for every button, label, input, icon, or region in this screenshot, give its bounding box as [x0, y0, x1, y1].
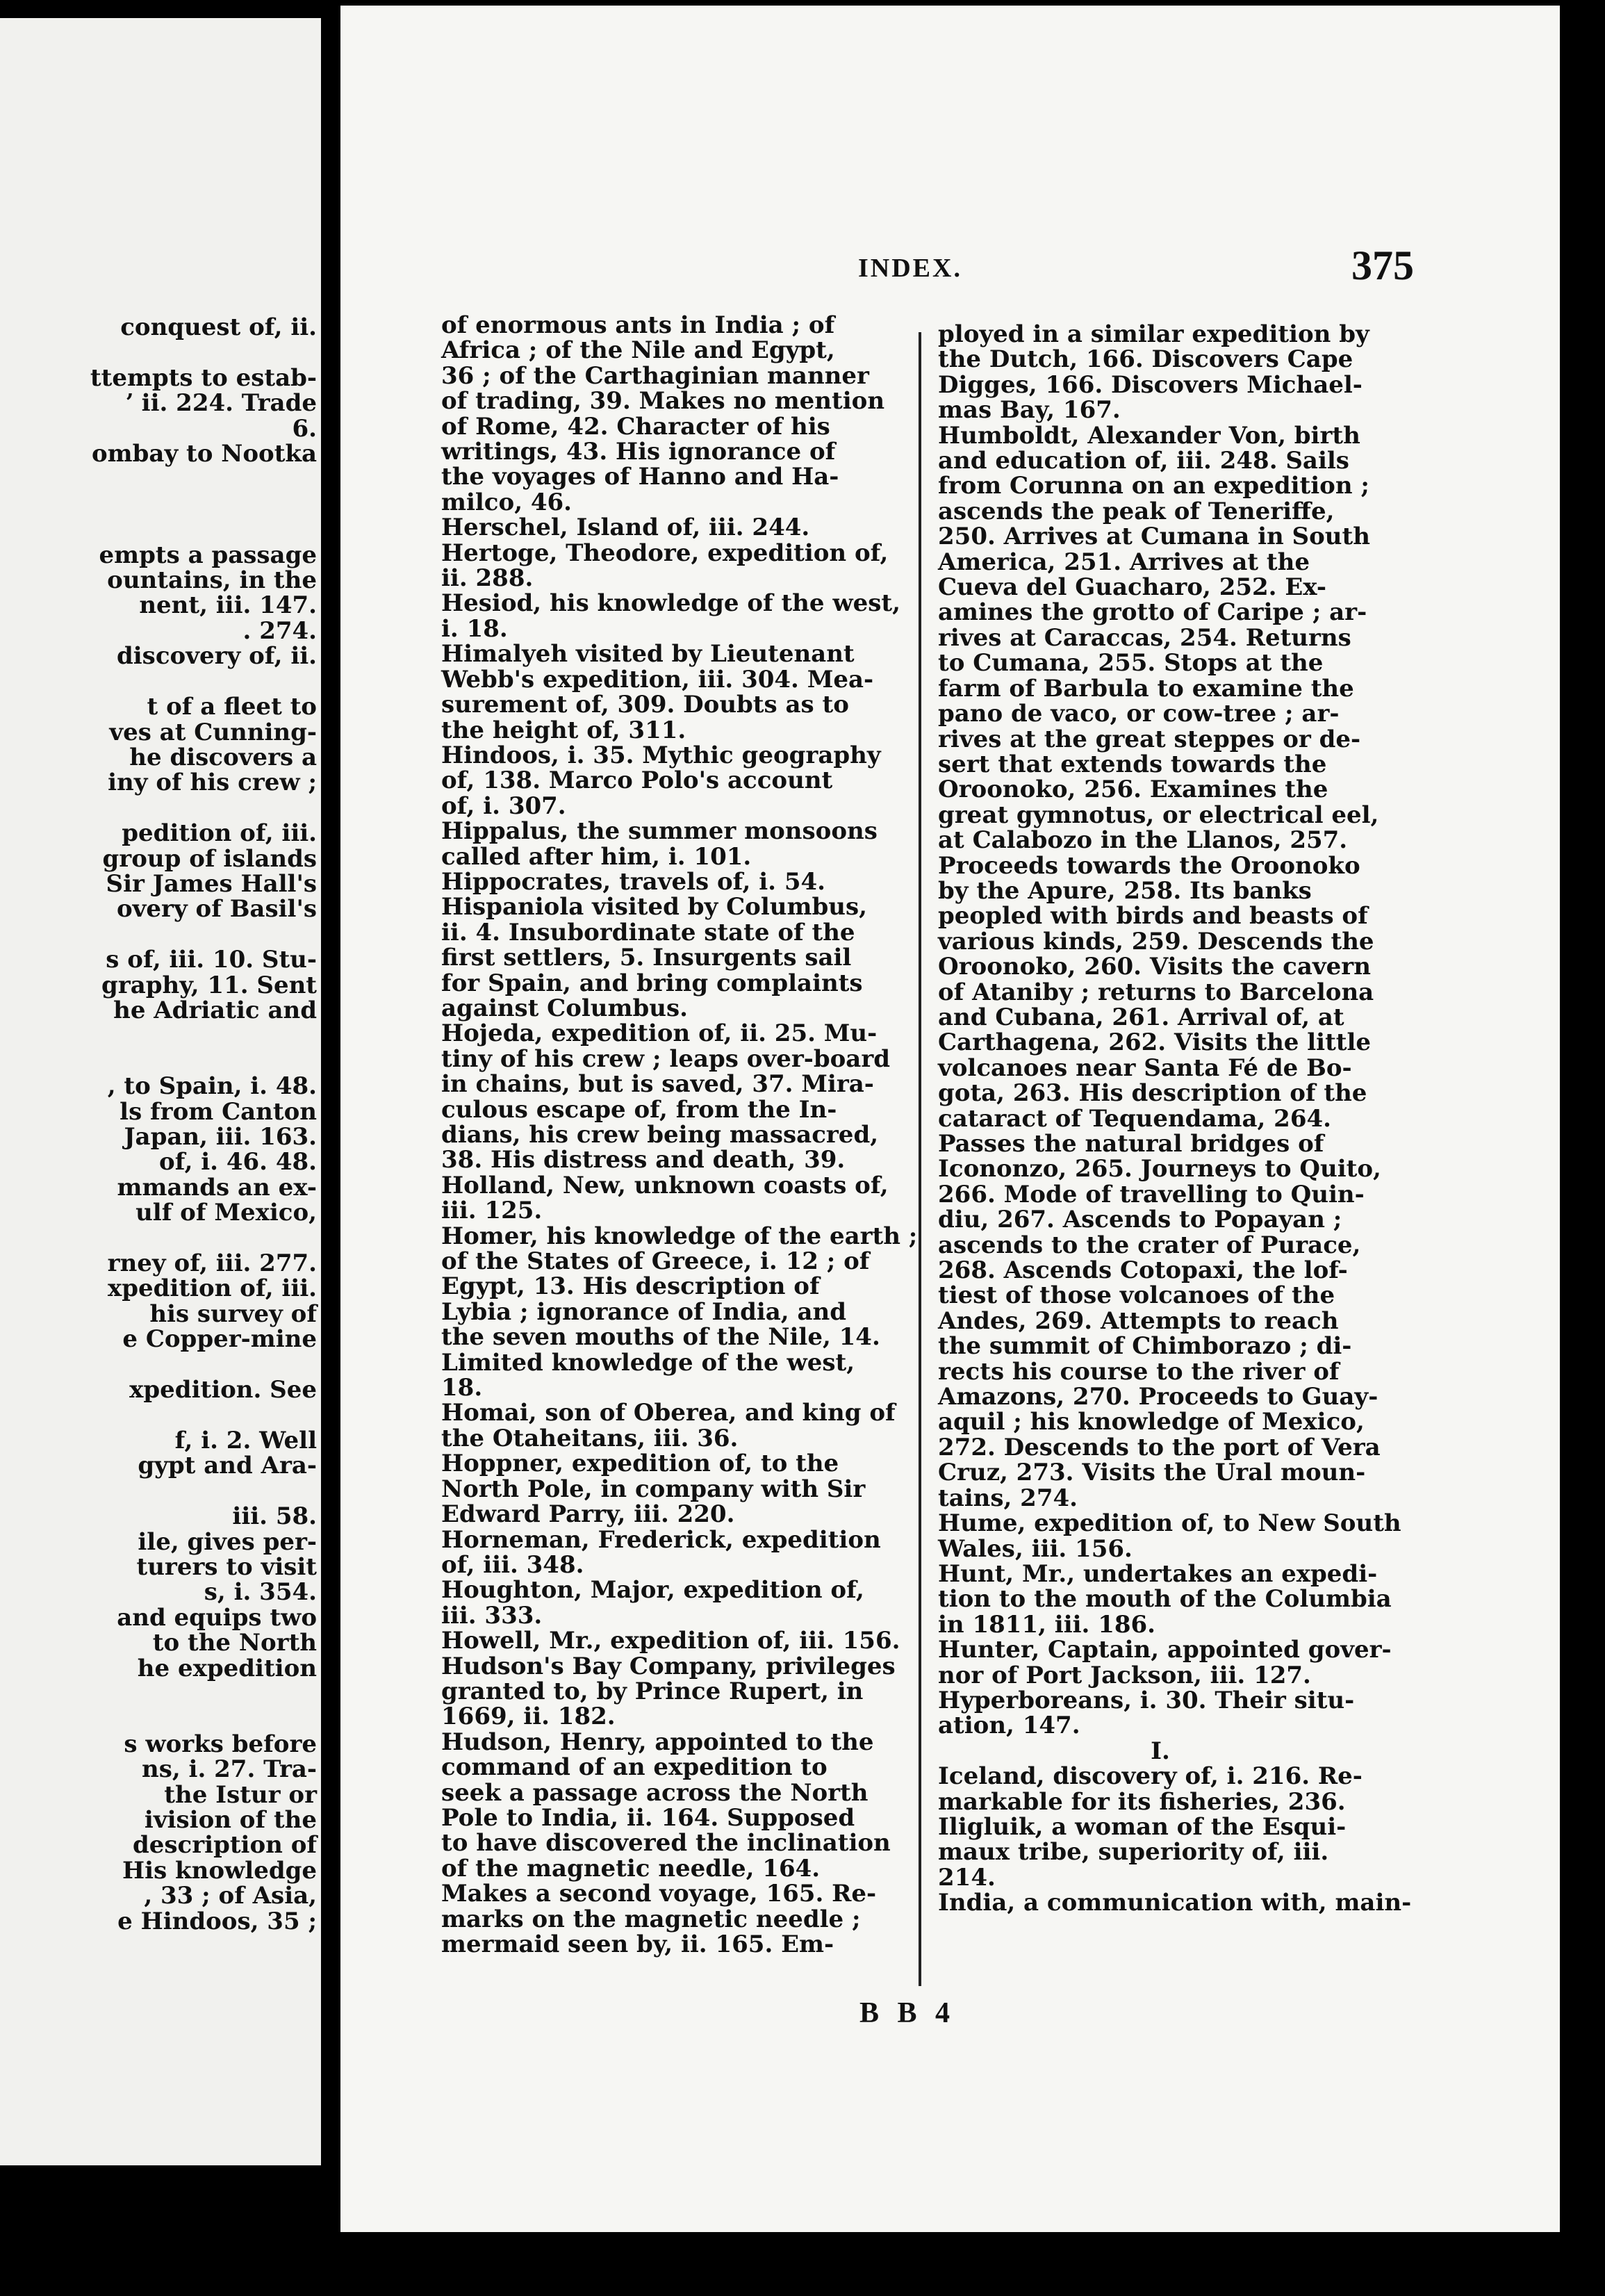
index-line: iii. 58.	[232, 1502, 317, 1531]
index-line: discovery of, ii.	[116, 642, 317, 671]
index-line	[90, 1402, 317, 1427]
section-letter-i: I.	[1151, 1737, 1170, 1765]
index-line: turers to visit	[136, 1552, 317, 1581]
index-entries-h	[938, 322, 1411, 1739]
index-line: iii. 125.	[441, 1197, 543, 1225]
index-line: against Columbus.	[441, 994, 688, 1022]
index-line: e Hindoos, 35 ;	[117, 1907, 317, 1935]
index-line: gota, 263. His description of the	[938, 1079, 1367, 1108]
index-line: Humboldt, Alexander Von, birth	[938, 421, 1360, 450]
index-line: Herschel, Island of, iii. 244.	[441, 514, 810, 542]
index-line: by the Apure, 258. Its banks	[938, 876, 1312, 905]
index-line: Hesiod, his knowledge of the west,	[441, 589, 900, 618]
index-line: of enormous ants in India ; of	[441, 311, 835, 339]
index-line: ls from Canton	[120, 1097, 317, 1126]
index-line: Cueva del Guacharo, 252. Ex-	[938, 573, 1327, 602]
index-line: diu, 267. Ascends to Popayan ;	[938, 1206, 1342, 1234]
index-line: sert that extends towards the	[938, 750, 1327, 778]
index-line: to the North	[152, 1629, 317, 1657]
index-line: first settlers, 5. Insurgents sail	[441, 944, 852, 972]
index-line	[90, 1681, 317, 1706]
index-line: graphy, 11. Sent	[101, 971, 317, 999]
index-line: to Cumana, 255. Stops at the	[938, 649, 1324, 678]
index-line: ombay to Nootka	[92, 440, 317, 468]
index-line: ivision of the	[144, 1805, 317, 1834]
index-line: rney of, iii. 277.	[107, 1249, 317, 1278]
index-line: Lybia ; ignorance of India, and	[441, 1297, 846, 1326]
column-rule	[919, 332, 921, 1986]
index-column-left	[441, 313, 917, 1957]
index-line: nor of Port Jackson, iii. 127.	[938, 1661, 1311, 1689]
index-line: ttempts to estab-	[90, 363, 317, 392]
index-line: Iligluik, a woman of the Esqui-	[938, 1812, 1347, 1841]
index-line: Makes a second voyage, 165. Re-	[441, 1880, 877, 1908]
index-line: ployed in a similar expedition by	[938, 320, 1369, 348]
index-line: rives at Caraccas, 254. Returns	[938, 623, 1351, 652]
index-line: of, i. 307.	[441, 792, 566, 820]
index-line: markable for its fisheries, 236.	[938, 1787, 1346, 1816]
index-line: Hudson's Bay Company, privileges	[441, 1652, 896, 1680]
index-line: of the States of Greece, i. 12 ; of	[441, 1247, 870, 1276]
index-line: s of, iii. 10. Stu-	[106, 946, 317, 974]
index-line: farm of Barbula to examine the	[938, 674, 1354, 703]
index-line: i. 18.	[441, 614, 508, 643]
running-head: INDEX.	[858, 254, 962, 283]
index-line: Egypt, 13. His description of	[441, 1272, 820, 1301]
index-line: Carthagena, 262. Visits the little	[938, 1028, 1372, 1057]
index-line	[90, 340, 317, 365]
page-number: 375	[1351, 243, 1414, 288]
index-line: xpedition of, iii.	[107, 1274, 317, 1303]
index-line: Sir James Hall's	[106, 869, 317, 898]
index-line: Himalyeh visited by Lieutenant	[441, 640, 855, 669]
index-line: rects his course to the river of	[938, 1357, 1340, 1386]
index-line: pedition of, iii.	[122, 819, 317, 848]
index-line: 268. Ascends Cotopaxi, the lof-	[938, 1256, 1348, 1285]
index-line: Homai, son of Oberea, and king of	[441, 1399, 896, 1427]
index-line: rives at the great steppes or de-	[938, 725, 1361, 753]
index-line	[90, 1352, 317, 1377]
index-line: . 274.	[242, 616, 317, 645]
index-line: of Rome, 42. Character of his	[441, 412, 830, 441]
index-line: the voyages of Hanno and Ha-	[441, 463, 839, 491]
index-line: ation, 147.	[938, 1712, 1080, 1740]
index-line: Hudson, Henry, appointed to the	[441, 1728, 874, 1756]
index-line	[90, 1479, 317, 1504]
index-line: 36 ; of the Carthaginian manner	[441, 361, 869, 390]
index-line: aquil ; his knowledge of Mexico,	[938, 1408, 1365, 1436]
index-line: iny of his crew ;	[108, 769, 317, 797]
index-line: His knowledge	[122, 1856, 317, 1885]
index-line: Amazons, 270. Proceeds to Guay-	[938, 1383, 1378, 1411]
index-line: Cruz, 273. Visits the Ural moun-	[938, 1459, 1366, 1487]
index-line: of, i. 46. 48.	[159, 1148, 317, 1176]
index-line: Hippalus, the summer monsoons	[441, 817, 878, 846]
index-line: he Adriatic and	[113, 996, 317, 1024]
index-line: ountains, in the	[107, 566, 317, 595]
index-line: cataract of Tequendama, 264.	[938, 1104, 1331, 1133]
index-line: f, i. 2. Well	[174, 1426, 317, 1454]
index-line: tiny of his crew ; leaps over-board	[441, 1044, 891, 1073]
index-line: ves at Cunning-	[109, 718, 317, 746]
index-line: Icononzo, 265. Journeys to Quito,	[938, 1155, 1381, 1183]
index-line: 38. His distress and death, 39.	[441, 1146, 846, 1174]
index-line: Iceland, discovery of, i. 216. Re-	[938, 1762, 1363, 1791]
index-line: Japan, iii. 163.	[124, 1123, 317, 1151]
index-line: in chains, but is saved, 37. Mira-	[441, 1070, 874, 1099]
index-line: in 1811, iii. 186.	[938, 1610, 1156, 1639]
index-line: 214.	[938, 1863, 996, 1892]
signature-mark: B B 4	[859, 1997, 956, 2029]
index-line: ulf of Mexico,	[135, 1199, 317, 1227]
index-line: tion to the mouth of the Columbia	[938, 1585, 1392, 1614]
index-line: Hispaniola visited by Columbus,	[441, 893, 867, 921]
index-line	[90, 466, 317, 491]
index-line: from Corunna on an expedition ;	[938, 472, 1369, 500]
index-line: dians, his crew being massacred,	[441, 1121, 879, 1149]
index-line: the seven mouths of the Nile, 14.	[441, 1323, 880, 1352]
index-line	[90, 669, 317, 694]
index-line: for Spain, and bring complaints	[441, 969, 863, 997]
index-line: at Calabozo in the Llanos, 257.	[938, 826, 1348, 855]
index-line	[90, 796, 317, 821]
index-line: the Dutch, 166. Discovers Cape	[938, 345, 1353, 374]
left-page-text	[90, 315, 317, 1934]
index-line: 272. Descends to the port of Vera	[938, 1433, 1381, 1461]
index-line: , 33 ; of Asia,	[144, 1882, 317, 1910]
index-line: milco, 46.	[441, 488, 573, 516]
index-line: ii. 288.	[441, 564, 534, 593]
index-line: and equips two	[117, 1603, 317, 1632]
index-line: Oroonoko, 260. Visits the cavern	[938, 953, 1371, 981]
index-line: the Otaheitans, iii. 36.	[441, 1424, 739, 1452]
index-line: s works before	[124, 1730, 317, 1758]
index-line: marks on the magnetic needle ;	[441, 1905, 861, 1933]
index-line: t of a fleet to	[147, 693, 317, 721]
index-line: various kinds, 259. Descends the	[938, 927, 1374, 956]
index-line: 18.	[441, 1374, 483, 1402]
index-line: and education of, iii. 248. Sails	[938, 447, 1349, 475]
index-line: nent, iii. 147.	[139, 591, 317, 620]
index-line: conquest of, ii.	[120, 313, 317, 341]
index-line: maux tribe, superiority of, iii.	[938, 1838, 1329, 1867]
index-line	[90, 1226, 317, 1251]
index-line	[90, 1706, 317, 1731]
index-line: granted to, by Prince Rupert, in	[441, 1677, 864, 1705]
index-line: Africa ; of the Nile and Egypt,	[441, 336, 835, 365]
index-line: peopled with birds and beasts of	[938, 902, 1368, 930]
index-line: ns, i. 27. Tra-	[142, 1755, 317, 1784]
index-line: Hoppner, expedition of, to the	[441, 1450, 839, 1478]
index-line: of Ataniby ; returns to Barcelona	[938, 978, 1374, 1006]
index-line: India, a communication with, main-	[938, 1889, 1412, 1917]
index-line: Howell, Mr., expedition of, iii. 156.	[441, 1627, 900, 1655]
index-line: xpedition. See	[129, 1376, 317, 1404]
index-line: overy of Basil's	[116, 895, 317, 924]
index-line: the summit of Chimborazo ; di-	[938, 1332, 1352, 1361]
index-line: s, i. 354.	[204, 1578, 317, 1607]
index-line: 266. Mode of travelling to Quin-	[938, 1180, 1365, 1208]
index-line: and Cubana, 261. Arrival of, at	[938, 1003, 1344, 1031]
index-line: 1669, ii. 182.	[441, 1703, 616, 1731]
index-line: Wales, iii. 156.	[938, 1534, 1133, 1563]
index-line: called after him, i. 101.	[441, 842, 752, 871]
index-line: mmands an ex-	[117, 1173, 317, 1202]
index-line	[90, 517, 317, 542]
index-line: volcanoes near Santa Fé de Bo-	[938, 1053, 1352, 1082]
index-line: of the magnetic needle, 164.	[441, 1854, 821, 1883]
index-line: to have discovered the inclination	[441, 1829, 891, 1858]
index-column-right	[938, 322, 1411, 1916]
index-line: Horneman, Frederick, expedition	[441, 1525, 881, 1554]
index-line: Proceeds towards the Oroonoko	[938, 851, 1360, 880]
index-entries-i	[938, 1764, 1411, 1915]
index-line: 250. Arrives at Cumana in South	[938, 523, 1370, 551]
index-line: group of islands	[102, 844, 317, 873]
index-line: command of an expedition to	[441, 1753, 828, 1782]
index-line: Homer, his knowledge of the earth ;	[441, 1222, 918, 1250]
index-line: Hunter, Captain, appointed gover-	[938, 1636, 1392, 1664]
index-line: of trading, 39. Makes no mention	[441, 387, 885, 416]
index-line: the height of, 311.	[441, 716, 686, 744]
index-line: Andes, 269. Attempts to reach	[938, 1306, 1339, 1335]
index-line: Oroonoko, 256. Examines the	[938, 776, 1328, 804]
index-line: North Pole, in company with Sir	[441, 1475, 866, 1503]
index-line: Hertoge, Theodore, expedition of,	[441, 539, 889, 567]
index-line: Hunt, Mr., undertakes an expedi-	[938, 1559, 1378, 1588]
index-line: of, 138. Marco Polo's account	[441, 766, 833, 795]
index-line: , to Spain, i. 48.	[107, 1072, 317, 1101]
index-line: tiest of those volcanoes of the	[938, 1281, 1335, 1310]
index-line: the Istur or	[164, 1780, 317, 1809]
index-line: culous escape of, from the In-	[441, 1095, 837, 1124]
index-line: Digges, 166. Discovers Michael-	[938, 370, 1363, 399]
index-line: mas Bay, 167.	[938, 396, 1121, 425]
index-line: America, 251. Arrives at the	[938, 548, 1310, 576]
index-line: iii. 333.	[441, 1601, 543, 1630]
index-line: of, iii. 348.	[441, 1550, 584, 1579]
index-line: ʼ ii. 224. Trade	[124, 389, 317, 418]
index-line: tains, 274.	[938, 1484, 1078, 1512]
index-line: ascends the peak of Teneriffe,	[938, 497, 1335, 525]
index-line	[90, 492, 317, 517]
index-line: Limited knowledge of the west,	[441, 1348, 855, 1377]
index-line: pano de vaco, or cow-tree ; ar-	[938, 700, 1340, 728]
index-line: seek a passage across the North	[441, 1778, 869, 1807]
index-line: surement of, 309. Doubts as to	[441, 691, 849, 719]
index-line: description of	[132, 1831, 317, 1860]
index-line: his survey of	[149, 1299, 317, 1328]
index-line	[90, 1023, 317, 1048]
index-line: 6.	[292, 414, 317, 443]
index-line: ii. 4. Insubordinate state of the	[441, 918, 855, 946]
index-line: Hyperboreans, i. 30. Their situ-	[938, 1686, 1355, 1714]
index-line: writings, 43. His ignorance of	[441, 438, 836, 466]
index-line: Hippocrates, travels of, i. 54.	[441, 867, 825, 896]
left-page	[0, 18, 321, 2165]
index-line: empts a passage	[99, 541, 317, 569]
index-line: Hojeda, expedition of, ii. 25. Mu-	[441, 1019, 878, 1048]
index-line: he expedition	[137, 1654, 317, 1682]
index-line: Holland, New, unknown coasts of,	[441, 1171, 889, 1199]
index-line: Hindoos, i. 35. Mythic geography	[441, 741, 881, 769]
index-line: he discovers a	[129, 743, 317, 771]
right-page	[340, 6, 1560, 2232]
index-line: amines the grotto of Caripe ; ar-	[938, 598, 1367, 627]
index-line: Pole to India, ii. 164. Supposed	[441, 1803, 855, 1832]
index-line: great gymnotus, or electrical eel,	[938, 801, 1379, 829]
index-line	[90, 922, 317, 947]
index-line: ile, gives per-	[138, 1527, 317, 1556]
index-line: Edward Parry, iii. 220.	[441, 1500, 735, 1529]
index-line: e Copper-mine	[122, 1325, 317, 1354]
index-line: gypt and Ara-	[138, 1452, 317, 1480]
index-line: Houghton, Major, expedition of,	[441, 1576, 864, 1605]
index-line	[90, 1049, 317, 1074]
index-line: Passes the natural bridges of	[938, 1130, 1324, 1158]
index-line: Webb's expedition, iii. 304. Mea-	[441, 665, 874, 694]
index-line: Hume, expedition of, to New South	[938, 1509, 1401, 1538]
index-line: ascends to the crater of Purace,	[938, 1231, 1361, 1259]
index-line: mermaid seen by, ii. 165. Em-	[441, 1930, 834, 1958]
